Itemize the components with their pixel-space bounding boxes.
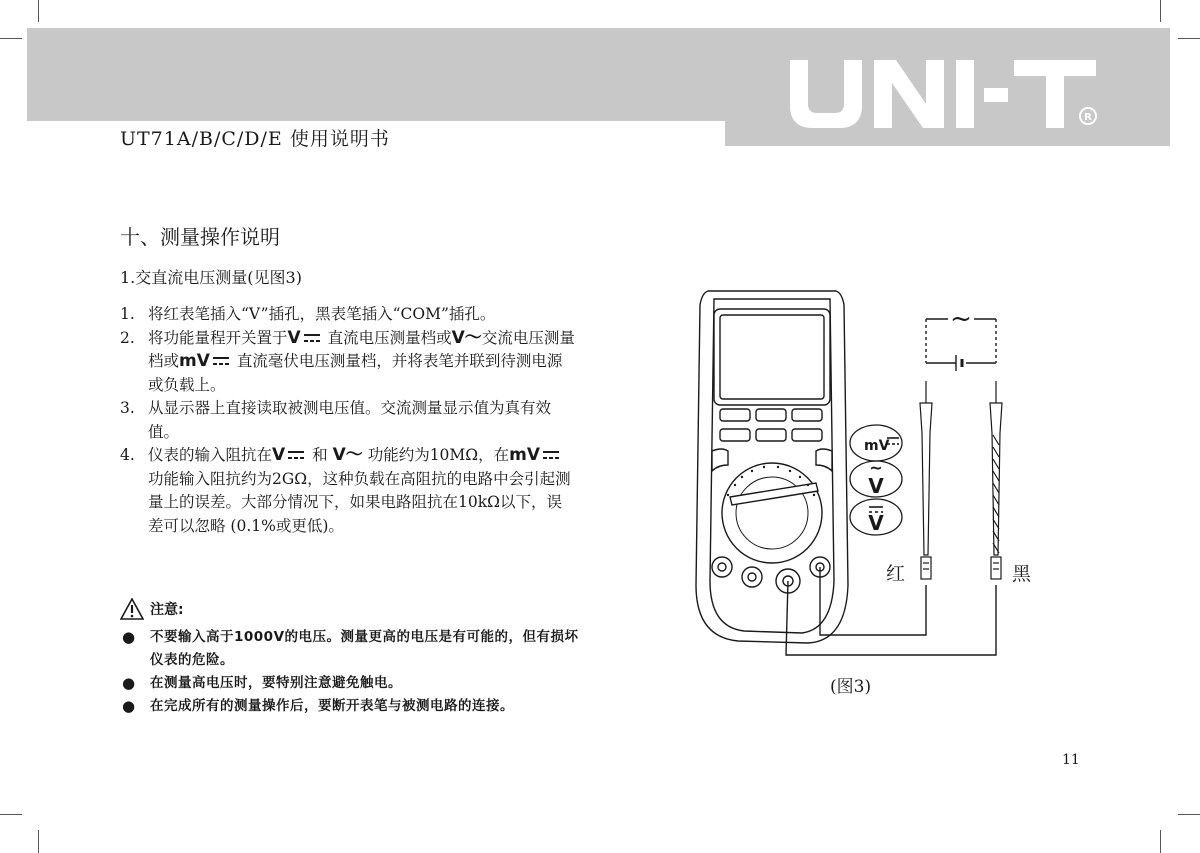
jack-ma — [742, 567, 762, 587]
crop-mark — [38, 0, 39, 22]
step-text: 直流电压测量档或 — [327, 328, 452, 347]
page-number: 11 — [1062, 752, 1080, 768]
crop-mark — [1160, 0, 1161, 22]
multimeter-figure — [690, 285, 1050, 669]
black-probe — [990, 381, 1002, 579]
step-text: 仪表的输入阻抗在 — [148, 446, 273, 464]
meter-inner-body — [710, 299, 834, 633]
tilde-icon: ~ — [869, 458, 883, 477]
step-item — [120, 303, 575, 327]
crop-mark — [1160, 830, 1161, 853]
step-number: 1. — [120, 305, 135, 323]
vac-symbol: V～ — [451, 327, 482, 348]
notice-item: ● 在完成所有的测量操作后，要断开表笔与被测电路的连接。 — [120, 695, 580, 718]
func-vdc-label: V — [868, 511, 884, 535]
vdc-symbol: V — [288, 328, 323, 348]
doc-title: UT71A/B/C/D/E 使用说明书 — [120, 128, 390, 150]
step-item — [120, 444, 575, 538]
step-text: 和 — [312, 446, 328, 464]
mvdc-symbol: mV — [509, 445, 562, 465]
figure-caption: (图3) — [830, 677, 872, 697]
crop-mark — [0, 814, 22, 815]
black-probe-label: 黑 — [1012, 563, 1032, 585]
step-text: 交流电压测量档或 — [148, 328, 575, 370]
notice-title: 注意: — [150, 602, 184, 618]
section-heading: 十、测量操作说明 — [120, 225, 280, 249]
step-text: 功能约为10MΩ，在 — [367, 446, 510, 464]
func-mv-label: mV — [864, 438, 890, 454]
step-number: 3. — [120, 399, 135, 417]
bullet-icon: ● — [122, 697, 136, 715]
mvdc-symbol: mV — [179, 351, 232, 371]
red-probe — [920, 381, 932, 579]
subsection-heading: 1.交直流电压测量(见图3) — [120, 268, 302, 287]
notice-item: ● 在测量高电压时，要特别注意避免触电。 — [120, 672, 580, 695]
bullet-icon: ● — [122, 628, 136, 646]
step-number: 4. — [120, 446, 135, 464]
jack-a — [712, 557, 732, 577]
meter-display-window — [720, 315, 824, 399]
step-item — [120, 397, 575, 444]
step-item — [120, 327, 575, 398]
step-number: 2. — [120, 328, 135, 347]
crop-mark — [0, 38, 22, 39]
vac-symbol: V～ — [332, 445, 363, 465]
step-text: 功能输入阻抗约为2GΩ，这种负载在高阻抗的电路中会引起测量上的误差。大部分情况下，如果电路阻抗在10kΩ以下，误差可以忽略 (0.1%或更低)。 — [148, 469, 571, 535]
meter-display — [714, 309, 830, 405]
rotary-switch — [722, 463, 822, 563]
notice-item: ● 不要输入高于1000V的电压。测量更高的电压是有可能的，但有损坏仪表的危险。 — [122, 628, 579, 668]
vdc-symbol: V — [272, 445, 307, 465]
notice-list — [120, 626, 580, 718]
crop-mark — [38, 830, 39, 853]
brand-logo — [790, 60, 1100, 134]
crop-mark — [1178, 38, 1200, 39]
svg-text:R: R — [1084, 112, 1092, 123]
dc-icon — [542, 450, 560, 460]
dc-icon — [212, 356, 230, 366]
warning-icon — [120, 598, 144, 620]
notice-heading — [120, 598, 580, 620]
multimeter-diagram — [690, 285, 1050, 665]
step-text: 直流毫伏电压测量档，并将表笔并联到待测电源或负载上。 — [148, 352, 563, 394]
func-vac-label: V — [868, 474, 884, 498]
black-lead-wire — [786, 581, 996, 655]
step-text: 将红表笔插入“V”插孔，黑表笔插入“COM”插孔。 — [148, 305, 496, 323]
red-lead-wire — [820, 567, 926, 635]
step-text: 从显示器上直接读取被测电压值。交流测量显示值为真有效值。 — [148, 399, 552, 441]
step-text: 将功能量程开关置于 — [148, 328, 288, 347]
ac-source-icon: ~ — [950, 304, 972, 334]
dc-icon — [303, 333, 321, 343]
step-list — [120, 303, 575, 538]
crop-mark — [1178, 814, 1200, 815]
red-probe-label: 红 — [886, 563, 906, 585]
bullet-icon: ● — [122, 674, 136, 692]
notice-box — [120, 598, 580, 718]
dc-icon — [287, 450, 305, 460]
